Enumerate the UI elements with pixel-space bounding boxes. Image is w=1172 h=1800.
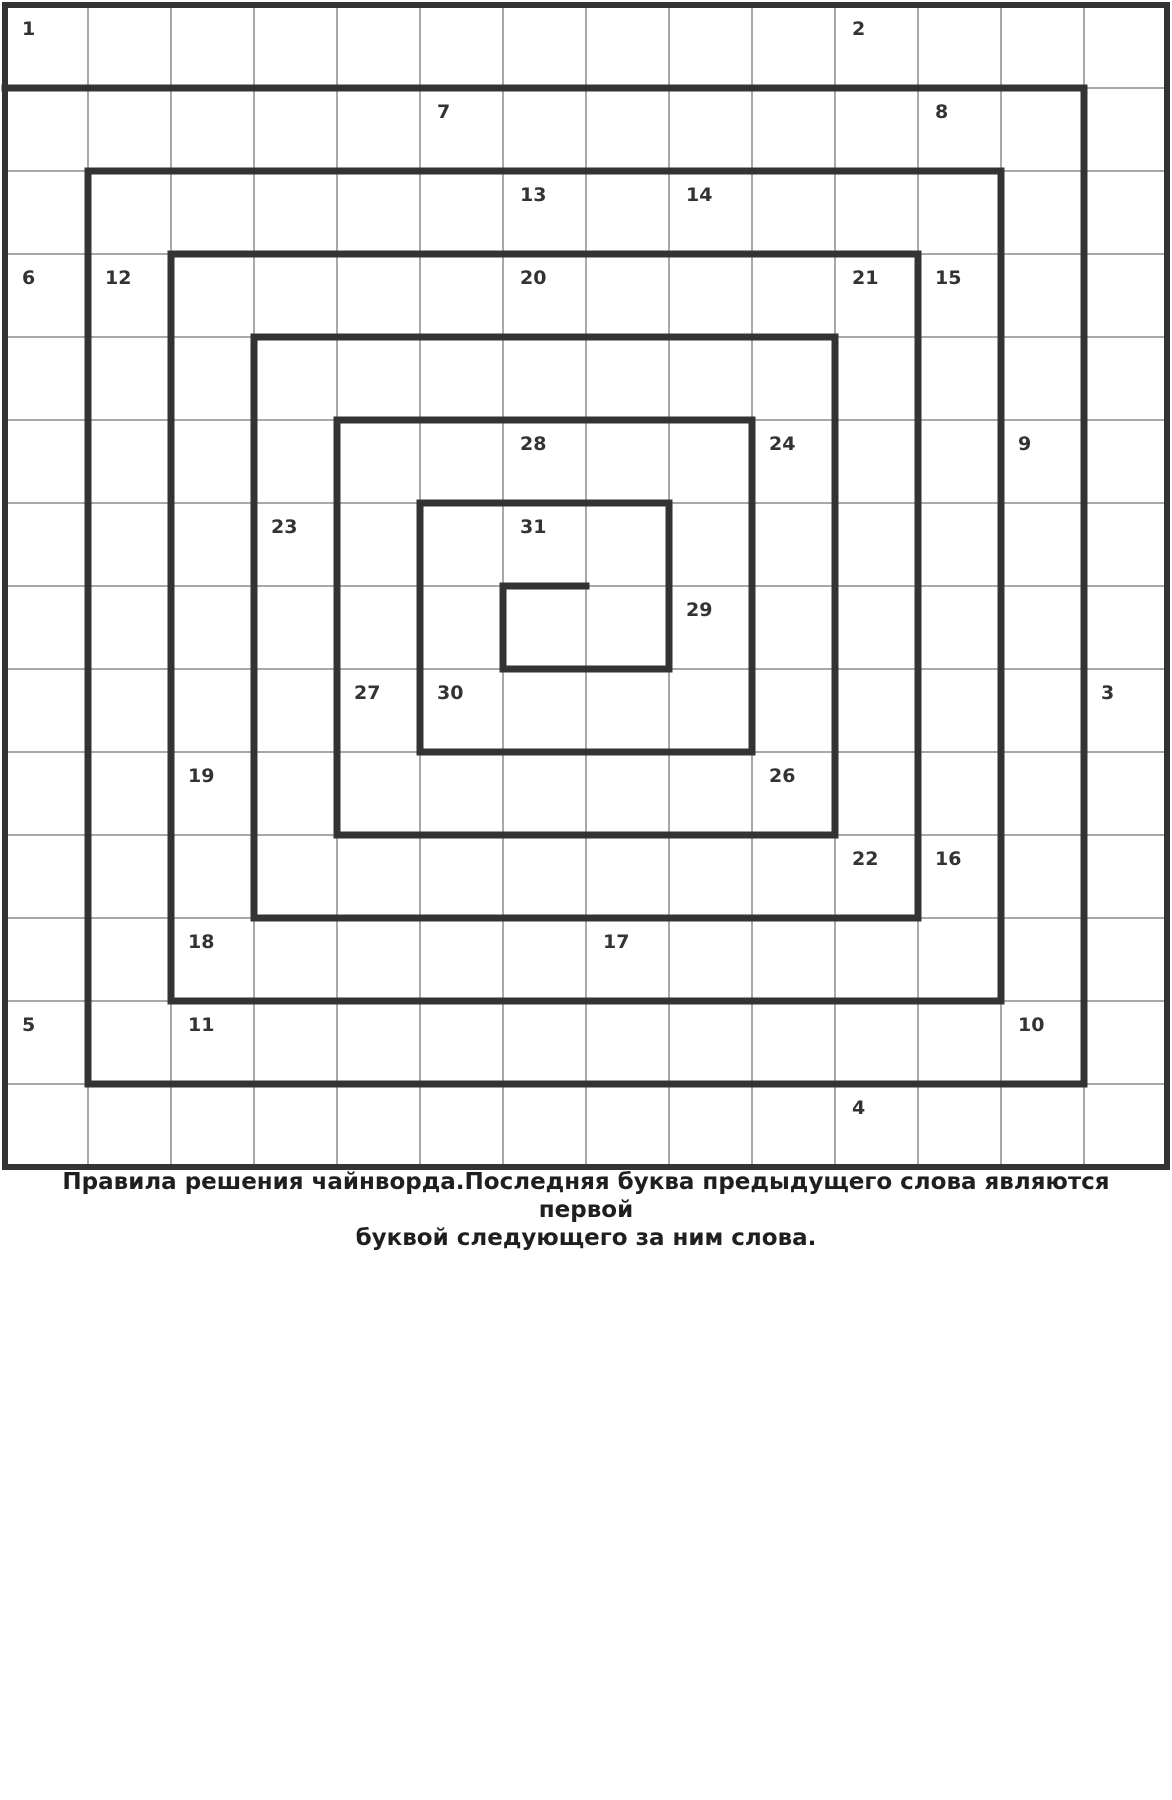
rules-line-2: буквой следующего за ним слова. xyxy=(355,1225,817,1251)
clue-number-29: 29 xyxy=(686,599,713,621)
clue-number-28: 28 xyxy=(520,433,547,455)
clue-number-4: 4 xyxy=(852,1097,866,1119)
clue-number-20: 20 xyxy=(520,267,547,289)
rules-text xyxy=(20,1168,1152,1252)
rules-line-1: Правила решения чайнворда.Последняя буква предыдущего слова являются первой xyxy=(62,1169,1110,1223)
clue-number-3: 3 xyxy=(1101,682,1115,704)
clue-number-6: 6 xyxy=(22,267,36,289)
clue-number-8: 8 xyxy=(935,101,949,123)
clue-number-2: 2 xyxy=(852,18,866,40)
clue-number-12: 12 xyxy=(105,267,132,289)
clue-number-24: 24 xyxy=(769,433,796,455)
clue-number-19: 19 xyxy=(188,765,215,787)
clue-number-18: 18 xyxy=(188,931,215,953)
clue-number-13: 13 xyxy=(520,184,547,206)
clue-number-10: 10 xyxy=(1018,1014,1045,1036)
clue-number-9: 9 xyxy=(1018,433,1032,455)
clue-number-31: 31 xyxy=(520,516,547,538)
clue-number-17: 17 xyxy=(603,931,630,953)
clue-number-5: 5 xyxy=(22,1014,36,1036)
clue-number-14: 14 xyxy=(686,184,713,206)
clue-number-30: 30 xyxy=(437,682,464,704)
clue-number-22: 22 xyxy=(852,848,879,870)
clue-number-16: 16 xyxy=(935,848,962,870)
clue-number-15: 15 xyxy=(935,267,962,289)
clue-number-11: 11 xyxy=(188,1014,215,1036)
clue-numbers xyxy=(22,18,1114,1119)
clue-number-27: 27 xyxy=(354,682,381,704)
clue-number-23: 23 xyxy=(271,516,298,538)
clue-number-7: 7 xyxy=(437,101,451,123)
clue-number-26: 26 xyxy=(769,765,796,787)
clue-number-1: 1 xyxy=(22,18,36,40)
clue-number-21: 21 xyxy=(852,267,879,289)
